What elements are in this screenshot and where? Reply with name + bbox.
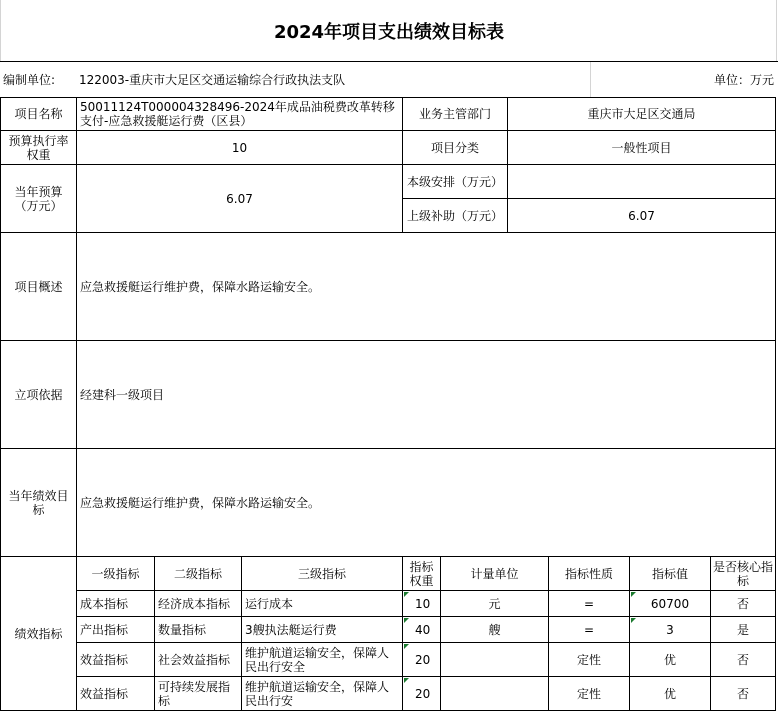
local-label: 本级安排（万元） [403,165,508,199]
budget-value: 6.07 [77,165,403,233]
overview-label: 项目概述 [0,233,77,341]
header-level2: 二级指标 [155,557,242,591]
text-number-marker [404,592,409,597]
text-number-marker [404,618,409,623]
indicator-cell: 维护航道运输安全，保障人民出行安 [242,677,403,711]
budget-label: 当年预算（万元） [0,165,77,233]
goal-label: 当年绩效目标 [0,449,77,557]
indicator-cell: = [549,591,630,617]
indicator-cell: 运行成本 [242,591,403,617]
basis-label: 立项依据 [0,341,77,449]
indicator-cell: 优 [630,643,711,677]
indicator-cell: 40 [403,617,441,643]
header-unit: 计量单位 [441,557,549,591]
indicator-cell: 优 [630,677,711,711]
header-level3: 三级指标 [242,557,403,591]
indicator-cell: 效益指标 [77,677,155,711]
indicator-cell [441,677,549,711]
indicator-cell: 20 [403,643,441,677]
page-title: 2024年项目支出绩效目标表 [0,0,778,62]
indicator-cell [441,643,549,677]
category-value: 一般性项目 [508,131,776,165]
indicator-cell: 定性 [549,643,630,677]
header-core: 是否核心指标 [711,557,776,591]
header-nature: 指标性质 [549,557,630,591]
subsidy-label: 上级补助（万元） [403,199,508,233]
text-number-marker [631,592,636,597]
subsidy-value: 6.07 [508,199,776,233]
indicator-cell: 3艘执法艇运行费 [242,617,403,643]
indicator-cell: 经济成本指标 [155,591,242,617]
org-value: 122003-重庆市大足区交通运输综合行政执法支队 [79,72,346,87]
weight-value: 10 [77,131,403,165]
project-name-value: 50011124T000004328496-2024年成品油税费改革转移支付-应急救援艇运行费（区县） [77,97,403,131]
header-level1: 一级指标 [77,557,155,591]
indicator-cell: 定性 [549,677,630,711]
indicator-cell: 否 [711,643,776,677]
overview-value: 应急救援艇运行维护费，保障水路运输安全。 [77,233,776,341]
indicator-cell: 效益指标 [77,643,155,677]
indicator-cell: 可持续发展指标 [155,677,242,711]
project-name-label: 项目名称 [0,97,77,131]
indicator-cell: 成本指标 [77,591,155,617]
indicator-cell: 社会效益指标 [155,643,242,677]
indicator-cell: 3 [630,617,711,643]
indicator-cell: 否 [711,591,776,617]
basis-value: 经建科一级项目 [77,341,776,449]
text-number-marker [631,618,636,623]
header-weight: 指标权重 [403,557,441,591]
weight-label: 预算执行率权重 [0,131,77,165]
indicator-cell: 10 [403,591,441,617]
indicator-cell: 60700 [630,591,711,617]
header-value: 指标值 [630,557,711,591]
goal-value: 应急救援艇运行维护费，保障水路运输安全。 [77,449,776,557]
dept-value: 重庆市大足区交通局 [508,97,776,131]
indicator-cell: 数量指标 [155,617,242,643]
local-value [508,165,776,199]
indicator-label: 绩效指标 [0,557,77,711]
indicator-cell: 20 [403,677,441,711]
indicator-cell: = [549,617,630,643]
category-label: 项目分类 [403,131,508,165]
indicator-cell: 维护航道运输安全，保障人民出行安全 [242,643,403,677]
indicator-cell: 否 [711,677,776,711]
indicator-cell: 艘 [441,617,549,643]
indicator-cell: 产出指标 [77,617,155,643]
text-number-marker [404,678,409,683]
dept-label: 业务主管部门 [403,97,508,131]
unit-text: 单位：万元 [713,72,774,87]
org-label: 编制单位: [3,72,56,87]
text-number-marker [404,644,409,649]
indicator-cell: 是 [711,617,776,643]
indicator-cell: 元 [441,591,549,617]
